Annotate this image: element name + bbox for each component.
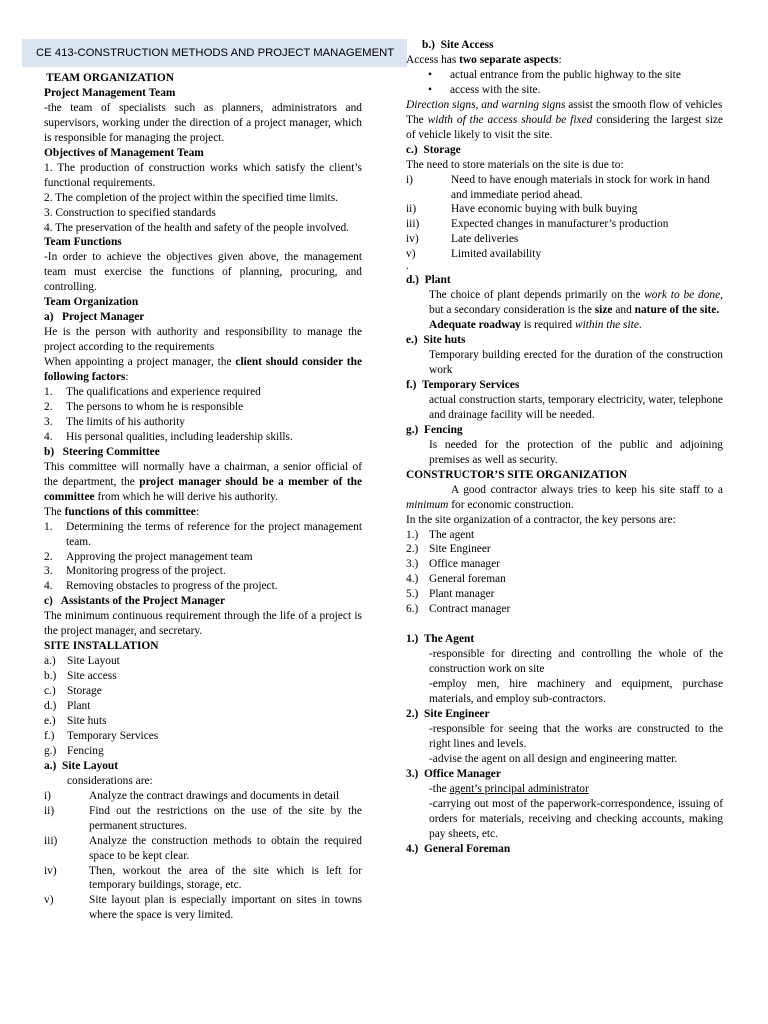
- office-manager-text: -carrying out most of the paperwork-correspondence, issuing of orders for materials, receiving and checking accounts, making pay sheets, etc.: [429, 797, 723, 840]
- storage-item-number: i): [406, 173, 413, 186]
- committee-function-text: Approving the project management team: [66, 550, 253, 563]
- appointing-post: :: [125, 371, 129, 384]
- item-letter: g.): [44, 744, 57, 757]
- site-installation-item: [44, 699, 362, 714]
- site-layout-intro: considerations are:: [67, 774, 153, 787]
- office-manager-role: [406, 782, 723, 797]
- committee-function-item: [44, 564, 362, 579]
- item-letter: d.): [44, 700, 57, 713]
- steering-committee-text: [44, 460, 362, 505]
- site-installation-item: [44, 744, 362, 759]
- office-underline: agent’s principal administrator: [449, 782, 589, 795]
- item-text: Plant: [67, 700, 91, 713]
- storage-item-text: Need to have enough materials in stock for work in hand and immediate period ahead.: [451, 173, 710, 201]
- layout-item-text: Site layout plan is especially important on sites in towns where the space is very limited.: [89, 894, 362, 922]
- layout-item-text: Analyze the construction methods to obtain the required space to be kept clear.: [89, 834, 362, 862]
- factor-number: 3.: [44, 415, 53, 428]
- appointing-text: [44, 355, 362, 385]
- layout-item-number: ii): [44, 804, 55, 817]
- width-italic: width of the access should be fixed: [427, 113, 593, 126]
- team-functions-text: -In order to achieve the objectives given above, the management team must exercise the functions of planning, procuring, and controlling.: [44, 251, 362, 294]
- roadway-bold: Adequate roadway: [429, 319, 521, 332]
- site-installation-item: [44, 684, 362, 699]
- committee-function-number: 3.: [44, 565, 53, 578]
- storage-item: [406, 217, 723, 232]
- key-person-item: [406, 528, 723, 543]
- appointing-bold: client should consider the following factors: [44, 356, 362, 384]
- key-person-number: 5.): [406, 588, 419, 601]
- storage-item: [406, 247, 723, 262]
- constructors-site-organization-heading: CONSTRUCTOR’S SITE ORGANIZATION: [406, 468, 628, 481]
- layout-item-text: Then, workout the area of the site which is left for temporary buildings, storage, etc.: [89, 864, 362, 892]
- roadway-post: .: [638, 319, 642, 332]
- stray-dot: .: [406, 260, 409, 273]
- appointing-pre: When appointing a project manager, the: [44, 356, 236, 369]
- key-person-text: Office manager: [429, 558, 500, 571]
- functions-pre: The: [44, 505, 65, 518]
- storage-item-text: Have economic buying with bulk buying: [451, 203, 638, 216]
- committee-function-number: 2.: [44, 550, 53, 563]
- key-person-text: General foreman: [429, 573, 506, 586]
- item-letter: b.): [44, 670, 57, 683]
- storage-heading: c.) Storage: [406, 143, 461, 156]
- assistants-heading: c) Assistants of the Project Manager: [44, 595, 226, 608]
- team-functions-heading: Team Functions: [44, 236, 122, 249]
- steering-bold: project manager should be a member of the committee: [44, 475, 363, 503]
- key-person-number: 1.): [406, 528, 419, 541]
- layout-item-text: Find out the restrictions on the use of the site by the permanent structures.: [89, 804, 362, 832]
- key-person-item: [406, 572, 723, 587]
- width-post: considering the largest size of vehicle likely to visit the site.: [406, 113, 723, 141]
- committee-function-number: 4.: [44, 580, 53, 593]
- item-text: Site Layout: [67, 655, 120, 668]
- objectives-heading: Objectives of Management Team: [44, 146, 204, 159]
- item-text: Temporary Services: [67, 729, 159, 742]
- steering-committee-heading: b) Steering Committee: [44, 445, 160, 458]
- direction-post: assist the smooth flow of vehicles: [565, 98, 723, 111]
- layout-item-number: iv): [44, 864, 57, 877]
- site-installation-heading: SITE INSTALLATION: [44, 640, 159, 653]
- key-person-number: 3.): [406, 558, 419, 571]
- team-organization-subheading: Team Organization: [44, 296, 139, 309]
- objective-2: 2. The completion of the project within the specified time limits.: [44, 191, 338, 204]
- site-layout-heading: a.) Site Layout: [44, 759, 119, 772]
- direction-signs-text: [406, 98, 723, 113]
- plant-heading: d.) Plant: [406, 274, 451, 287]
- direction-italic: Direction signs, and warning signs: [406, 98, 566, 111]
- cso-intro: In the site organization of a contractor, the key persons are:: [406, 513, 676, 526]
- agent-heading: 1.) The Agent: [406, 633, 475, 646]
- temporary-services-text: actual construction starts, temporary electricity, water, telephone and drainage facility will be needed.: [429, 393, 723, 421]
- bullet-text: actual entrance from the public highway to the site: [450, 68, 681, 81]
- factor-number: 1.: [44, 386, 53, 399]
- layout-item: [44, 864, 362, 894]
- item-letter: e.): [44, 714, 56, 727]
- layout-item-text: Analyze the contract drawings and documents in detail: [89, 789, 340, 802]
- storage-item: [406, 173, 723, 203]
- factor-text: The persons to whom he is responsible: [66, 400, 244, 413]
- plant-pre: The choice of plant depends primarily on the: [429, 289, 645, 302]
- fencing-text: Is needed for the protection of the public and adjoining premises as well as security.: [429, 438, 723, 466]
- storage-item-number: ii): [406, 203, 417, 216]
- item-text: Site access: [67, 670, 117, 683]
- access-bold: two separate aspects: [459, 53, 559, 66]
- project-manager-text: He is the person with authority and responsibility to manage the project according to the requirements: [44, 326, 362, 354]
- committee-function-item: [44, 579, 362, 594]
- functions-bold: functions of this committee: [64, 505, 196, 518]
- objective-3: 3. Construction to specified standards: [44, 206, 216, 219]
- left-column: [36, 0, 395, 923]
- functions-post: :: [195, 505, 200, 518]
- storage-item-number: iii): [406, 218, 420, 231]
- key-person-number: 4.): [406, 573, 419, 586]
- cso-pre: A good contractor always tries to keep his site staff to a: [451, 483, 723, 496]
- spacer: [406, 617, 723, 632]
- committee-function-item: [44, 550, 362, 565]
- bullet-icon: •: [428, 83, 432, 96]
- factor-item: [44, 430, 362, 445]
- storage-item-text: Late deliveries: [451, 233, 519, 246]
- layout-item: [44, 893, 362, 923]
- item-text: Storage: [67, 685, 102, 698]
- item-letter: c.): [44, 685, 56, 698]
- objective-4: 4. The preservation of the health and safety of the people involved.: [44, 221, 350, 234]
- site-engineer-heading: 2.) Site Engineer: [406, 707, 490, 720]
- layout-item-number: iii): [44, 834, 58, 847]
- access-bullet: [406, 83, 723, 98]
- fencing-heading: g.) Fencing: [406, 423, 463, 436]
- factor-text: The qualifications and experience required: [66, 386, 261, 399]
- right-column: [406, 38, 723, 857]
- storage-item-text: Limited availability: [451, 248, 542, 261]
- layout-item: [44, 789, 362, 804]
- roadway-text: [406, 318, 723, 333]
- plant-and: and: [612, 304, 635, 317]
- pmt-heading: Project Management Team: [44, 86, 176, 99]
- plant-text: [406, 288, 723, 318]
- key-person-number: 6.): [406, 603, 419, 616]
- agent-text-1: -responsible for directing and controlling the whole of the construction work on site: [429, 648, 723, 676]
- agent-text-2: -employ men, hire machinery and equipment, purchase materials, and employ sub-contractors.: [429, 678, 723, 706]
- steering-post: from which he will derive his authority.: [94, 490, 278, 503]
- office-pre: -the: [429, 782, 450, 795]
- bullet-icon: •: [428, 68, 432, 81]
- item-text: Fencing: [67, 744, 104, 757]
- item-text: Site huts: [67, 714, 107, 727]
- layout-item-number: i): [44, 789, 51, 802]
- factor-item: [44, 385, 362, 400]
- cso-italic: minimum: [406, 498, 449, 511]
- project-manager-heading: a) Project Manager: [44, 311, 145, 324]
- temporary-services-heading: f.) Temporary Services: [406, 378, 520, 391]
- plant-bold-size: size: [594, 304, 613, 317]
- roadway-mid: is required: [520, 319, 575, 332]
- key-person-text: Site Engineer: [429, 543, 491, 556]
- item-letter: f.): [44, 729, 55, 742]
- plant-mid: , but a secondary consideration is the: [429, 289, 724, 317]
- factor-number: 4.: [44, 430, 53, 443]
- header-title: CE 413-CONSTRUCTION METHODS AND PROJECT MANAGEMENT: [36, 46, 395, 59]
- key-person-text: The agent: [429, 528, 475, 541]
- site-installation-item: [44, 654, 362, 669]
- assistants-text: The minimum continuous requirement through the life of a project is the project manager, and secretary.: [44, 610, 362, 638]
- roadway-italic: within the site: [574, 319, 639, 332]
- committee-function-text: Determining the terms of reference for the project management team.: [66, 520, 362, 548]
- item-letter: a.): [44, 655, 56, 668]
- key-person-text: Plant manager: [429, 588, 495, 601]
- team-organization-heading: TEAM ORGANIZATION: [46, 72, 174, 84]
- storage-item: [406, 232, 723, 247]
- plant-bold-nature: nature of the site.: [634, 304, 720, 317]
- site-installation-item: [44, 714, 362, 729]
- key-person-number: 2.): [406, 543, 419, 556]
- bullet-text: access with the site.: [450, 83, 541, 96]
- layout-item: [44, 834, 362, 864]
- access-bullet: [406, 68, 723, 83]
- storage-item-number: v): [406, 248, 416, 261]
- committee-function-number: 1.: [44, 520, 53, 533]
- storage-intro: The need to store materials on the site is due to:: [406, 158, 624, 171]
- site-engineer-text-1: -responsible for seeing that the works are constructed to the right lines and levels.: [429, 722, 723, 750]
- access-pre: Access has: [406, 53, 460, 66]
- objective-1: 1. The production of construction works which satisfy the client’s functional requirements.: [44, 161, 362, 189]
- width-pre: The: [406, 113, 428, 126]
- key-person-text: Contract manager: [429, 603, 511, 616]
- factor-number: 2.: [44, 400, 53, 413]
- site-access-heading: b.) Site Access: [422, 39, 494, 51]
- site-huts-heading: e.) Site huts: [406, 334, 466, 347]
- key-person-item: [406, 557, 723, 572]
- storage-item: [406, 202, 723, 217]
- storage-item-number: iv): [406, 233, 419, 246]
- storage-item-text: Expected changes in manufacturer’s production: [451, 218, 669, 231]
- pmt-text: -the team of specialists such as planners, administrators and supervisors, working under the direction of a project manager, which is responsible for managing the project.: [44, 101, 362, 144]
- office-manager-heading: 3.) Office Manager: [406, 767, 501, 780]
- general-foreman-heading: 4.) General Foreman: [406, 842, 511, 855]
- plant-italic: work to be done: [644, 289, 721, 302]
- committee-function-text: Monitoring progress of the project.: [66, 565, 226, 578]
- key-person-item: [406, 587, 723, 602]
- site-installation-item: [44, 729, 362, 744]
- key-person-item: [406, 542, 723, 557]
- factor-item: [44, 400, 362, 415]
- factor-item: [44, 415, 362, 430]
- steering-pre: This committee will normally have a chairman, a senior official of the department, the: [44, 460, 362, 488]
- page-header: [22, 39, 407, 67]
- access-width-text: [406, 113, 723, 143]
- key-person-item: [406, 602, 723, 617]
- factor-text: His personal qualities, including leadership skills.: [66, 430, 293, 443]
- committee-function-text: Removing obstacles to progress of the project.: [66, 580, 278, 593]
- cso-text: [406, 483, 723, 513]
- committee-function-item: [44, 520, 362, 550]
- cso-post: for economic construction.: [448, 498, 574, 511]
- committee-functions-intro: [44, 505, 362, 520]
- site-engineer-text-2: -advise the agent on all design and engineering matter.: [429, 752, 678, 765]
- factor-text: The limits of his authority: [66, 415, 185, 428]
- layout-item-number: v): [44, 894, 54, 907]
- site-huts-text: Temporary building erected for the duration of the construction work: [429, 349, 723, 377]
- access-post: :: [558, 53, 562, 66]
- layout-item: [44, 804, 362, 834]
- site-installation-item: [44, 669, 362, 684]
- site-access-intro: [406, 53, 723, 68]
